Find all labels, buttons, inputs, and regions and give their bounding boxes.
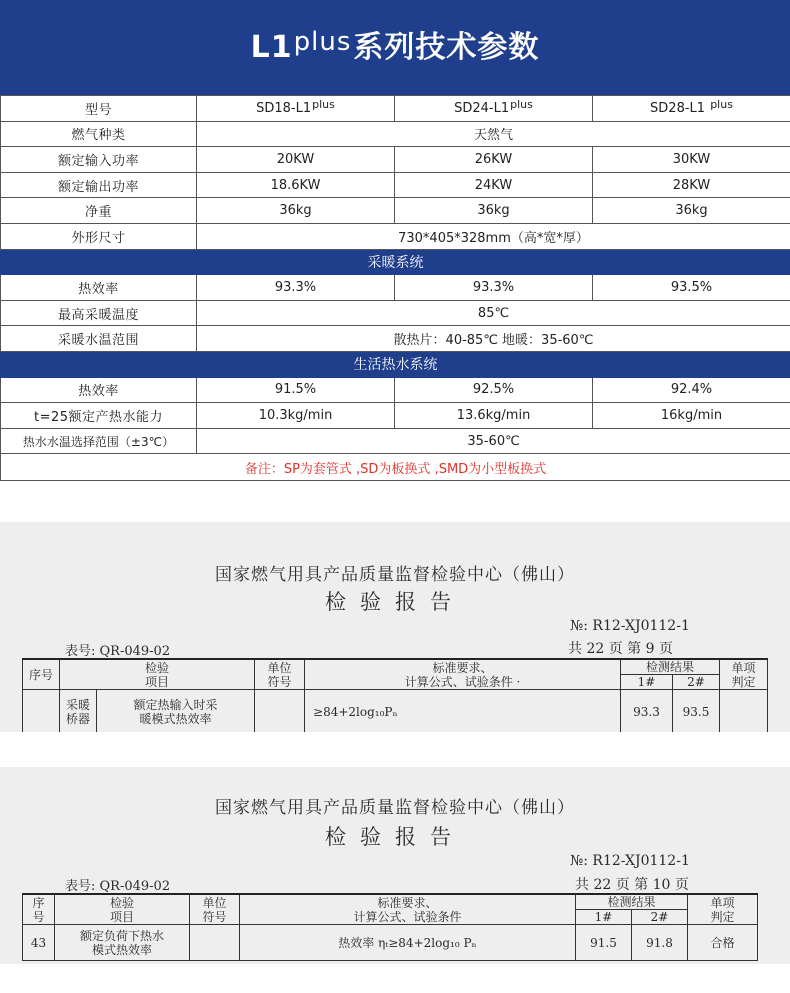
header-unit-top: 单位 xyxy=(202,895,227,910)
report-center-name: 国家燃气用具产品质量监督检验中心（佛山） xyxy=(215,798,575,818)
model-name: SD18-L1 xyxy=(256,100,312,116)
row-item-top: 额定热输入时采 xyxy=(133,697,218,712)
merged-value: 35-60℃ xyxy=(197,428,790,454)
report-title: 检验报告 xyxy=(325,590,465,614)
model-cell-3 xyxy=(593,96,790,122)
test-report-scan-page-9 xyxy=(0,522,790,732)
row-result-1: 91.5 xyxy=(576,925,632,961)
row-standard: ≥84+2log₁₀Pₙ xyxy=(305,690,621,733)
spec-title-banner xyxy=(0,0,790,95)
model-suffix: plus xyxy=(510,97,533,111)
spec-row xyxy=(1,403,790,429)
spec-note-row xyxy=(1,454,790,481)
value-cell: 93.5% xyxy=(593,275,790,301)
spec-row-model xyxy=(1,96,790,122)
section-title: 采暖系统 xyxy=(1,249,790,275)
value-cell: 24KW xyxy=(395,172,593,198)
row-result-2: 91.8 xyxy=(632,925,688,961)
spec-row xyxy=(1,223,790,249)
title-suffix: 系列技术参数 xyxy=(353,30,540,65)
value-cell: 92.4% xyxy=(593,377,790,403)
header-judge-bottom: 判定 xyxy=(710,909,735,924)
value-cell: 92.5% xyxy=(395,377,593,403)
value-cell: 36kg xyxy=(395,198,593,224)
header-sample-2: 2# xyxy=(632,910,688,925)
row-judge: 合格 xyxy=(688,925,758,961)
row-standard: 热效率 ηₜ≥84+2log₁₀ Pₙ xyxy=(240,925,576,961)
header-result: 检测结果 xyxy=(621,659,720,675)
title-prefix: L1 xyxy=(250,30,293,65)
spec-row xyxy=(1,326,790,352)
header-seq xyxy=(23,894,55,925)
value-cell: 91.5% xyxy=(197,377,395,403)
row-label: t=25额定产热水能力 xyxy=(1,403,197,429)
header-standard xyxy=(240,894,576,925)
report-header-row xyxy=(23,894,758,910)
model-suffix: plus xyxy=(710,97,733,111)
value-cell: 18.6KW xyxy=(197,172,395,198)
row-label: 采暖水温范围 xyxy=(1,326,197,352)
value-cell: 10.3kg/min xyxy=(197,403,395,429)
row-seq xyxy=(23,690,60,733)
header-item-bottom: 项目 xyxy=(145,674,170,689)
value-cell: 93.3% xyxy=(197,275,395,301)
spec-row xyxy=(1,428,790,454)
header-standard-bottom: 计算公式、试验条件 · xyxy=(404,674,521,689)
header-judge-top: 单项 xyxy=(710,895,735,910)
row-label: 外形尺寸 xyxy=(1,223,197,249)
header-unit-bottom: 符号 xyxy=(267,674,292,689)
spec-row xyxy=(1,377,790,403)
test-report-scan-page-10 xyxy=(0,767,790,964)
spec-row xyxy=(1,121,790,147)
row-group-bottom: 桥器 xyxy=(65,711,90,726)
report-page-count: 共 22 页 第 9 页 xyxy=(568,641,673,657)
spec-row xyxy=(1,172,790,198)
merged-value: 天然气 xyxy=(197,121,790,147)
row-item xyxy=(55,925,190,961)
header-judge-bottom: 判定 xyxy=(731,674,756,689)
row-item xyxy=(97,690,255,733)
section-title: 生活热水系统 xyxy=(1,351,790,377)
spec-row xyxy=(1,198,790,224)
spec-row xyxy=(1,147,790,173)
report-header-row xyxy=(23,659,768,675)
title-plus: plus xyxy=(293,27,352,57)
merged-value: 730*405*328mm（高*宽*厚） xyxy=(197,223,790,249)
report-form-number: 表号: QR-049-02 xyxy=(65,644,171,659)
row-label: 热水水温选择范围（±3℃） xyxy=(1,428,197,454)
row-item-bottom: 暖模式热效率 xyxy=(139,711,212,726)
header-sample-2: 2# xyxy=(673,675,720,690)
spec-table xyxy=(0,95,790,481)
value-cell: 16kg/min xyxy=(593,403,790,429)
header-judge-top: 单项 xyxy=(731,660,756,675)
header-seq: 序号 xyxy=(23,659,60,690)
value-cell: 93.3% xyxy=(395,275,593,301)
row-judge xyxy=(720,690,768,733)
header-standard-top: 标准要求、 xyxy=(377,895,438,910)
model-name: SD24-L1 xyxy=(454,100,510,116)
report-data-row xyxy=(23,925,758,961)
report-page-count: 共 22 页 第 10 页 xyxy=(575,877,689,893)
row-result-2: 93.5 xyxy=(673,690,720,733)
header-seq-bottom: 号 xyxy=(32,909,45,924)
row-label: 额定输出功率 xyxy=(1,172,197,198)
value-cell: 30KW xyxy=(593,147,790,173)
row-unit xyxy=(190,925,240,961)
header-item-top: 检验 xyxy=(145,660,170,675)
header-sample-1: 1# xyxy=(576,910,632,925)
report-table xyxy=(22,658,768,732)
merged-value: 散热片：40-85℃ 地暖：35-60℃ xyxy=(197,326,790,352)
row-item-bottom: 模式热效率 xyxy=(91,942,152,957)
report-number: №: R12-XJ0112-1 xyxy=(570,618,690,634)
row-label: 热效率 xyxy=(1,377,197,403)
value-cell: 36kg xyxy=(197,198,395,224)
header-seq-top: 序 xyxy=(32,895,45,910)
value-cell: 13.6kg/min xyxy=(395,403,593,429)
row-label: 净重 xyxy=(1,198,197,224)
section-header-heating xyxy=(1,249,790,275)
header-standard xyxy=(305,659,621,690)
report-title: 检验报告 xyxy=(325,825,465,849)
header-result: 检测结果 xyxy=(576,894,688,910)
header-standard-top: 标准要求、 xyxy=(432,660,493,675)
merged-value: 85℃ xyxy=(197,300,790,326)
row-label: 最高采暖温度 xyxy=(1,300,197,326)
header-judge xyxy=(720,659,768,690)
model-cell-1 xyxy=(197,96,395,122)
spec-row xyxy=(1,275,790,301)
value-cell: 36kg xyxy=(593,198,790,224)
value-cell: 28KW xyxy=(593,172,790,198)
report-center-name: 国家燃气用具产品质量监督检验中心（佛山） xyxy=(215,565,575,585)
value-cell: 20KW xyxy=(197,147,395,173)
row-label: 额定输入功率 xyxy=(1,147,197,173)
header-item xyxy=(60,659,255,690)
header-unit-top: 单位 xyxy=(267,660,292,675)
header-item xyxy=(55,894,190,925)
header-item-bottom: 项目 xyxy=(109,909,134,924)
model-name: SD28-L1 xyxy=(650,100,710,116)
header-item-top: 检验 xyxy=(109,895,134,910)
report-number: №: R12-XJ0112-1 xyxy=(570,853,690,869)
report-data-row xyxy=(23,690,768,733)
row-seq: 43 xyxy=(23,925,55,961)
row-label: 热效率 xyxy=(1,275,197,301)
header-sample-1: 1# xyxy=(621,675,673,690)
report-form-number: 表号: QR-049-02 xyxy=(65,879,171,894)
header-unit xyxy=(190,894,240,925)
row-unit xyxy=(255,690,305,733)
section-header-hotwater xyxy=(1,351,790,377)
row-label: 燃气种类 xyxy=(1,121,197,147)
report-table xyxy=(22,893,758,961)
header-unit xyxy=(255,659,305,690)
value-cell: 26KW xyxy=(395,147,593,173)
model-suffix: plus xyxy=(312,97,335,111)
header-unit-bottom: 符号 xyxy=(202,909,227,924)
row-result-1: 93.3 xyxy=(621,690,673,733)
row-item-top: 额定负荷下热水 xyxy=(79,928,164,943)
row-group-top: 采暖 xyxy=(65,697,90,712)
header-standard-bottom: 计算公式、试验条件 xyxy=(353,909,462,924)
row-group xyxy=(60,690,97,733)
model-cell-2 xyxy=(395,96,593,122)
spec-row xyxy=(1,300,790,326)
row-label: 型号 xyxy=(1,96,197,122)
header-judge xyxy=(688,894,758,925)
spec-note: 备注：SP为套管式 ,SD为板换式 ,SMD为小型板换式 xyxy=(1,454,790,481)
